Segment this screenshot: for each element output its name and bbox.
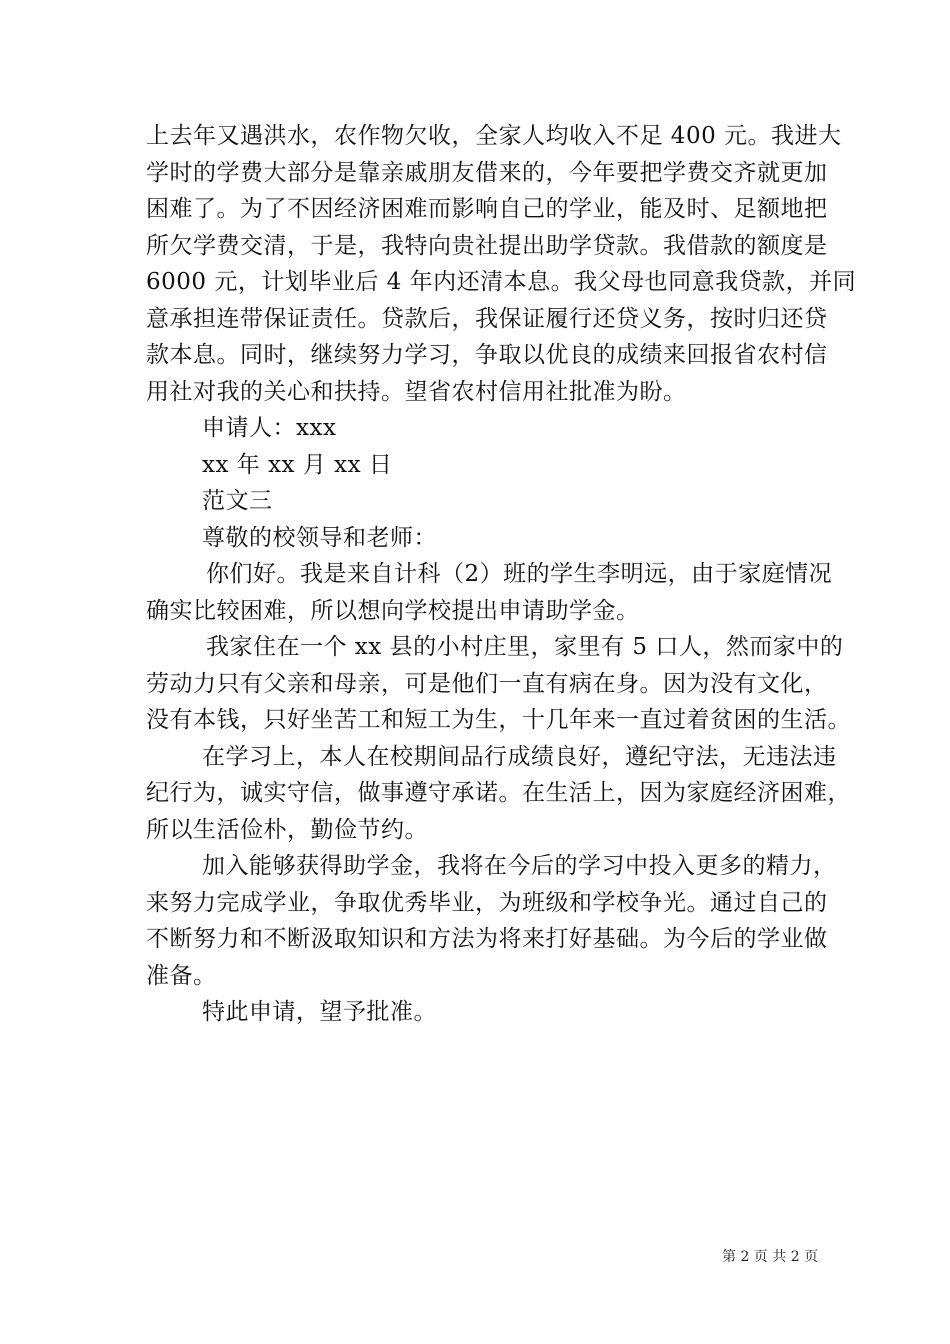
text-line: 所欠学费交清，于是，我特向贵社提出助学贷款。我借款的额度是 [146, 232, 828, 259]
salutation: 尊敬的校领导和老师： [202, 524, 437, 551]
text-line: 纪行为，诚实守信，做事遵守承诺。在生活上，因为家庭经济困难， [146, 780, 851, 806]
text-line: 款本息。同时，继续努力学习，争取以优良的成绩来回报省农村信 [146, 342, 828, 368]
text-line: 6000 元，计划毕业后 4 年内还清本息。我父母也同意我贷款，并同 [146, 269, 857, 295]
text-line: 学时的学费大部分是靠亲戚朋友借来的，今年要把学费交齐就更加 [146, 159, 828, 186]
text-line: 所以生活俭朴，勤俭节约。 [146, 816, 428, 843]
text-line: 不断努力和不断汲取知识和方法为将来打好基础。为今后的学业做 [146, 926, 828, 952]
applicant-line: 申请人：xxx [202, 415, 337, 441]
text-line: 意承担连带保证责任。贷款后，我保证履行还贷义务，按时归还贷 [146, 305, 828, 332]
text-line: 用社对我的关心和扶持。望省农村信用社批准为盼。 [146, 378, 687, 405]
text-line: 劳动力只有父亲和母亲，可是他们一直有病在身。因为没有文化， [146, 670, 828, 697]
text-line: 来努力完成学业，争取优秀毕业，为班级和学校争光。通过自己的 [146, 889, 828, 916]
section-heading: 范文三 [202, 488, 273, 514]
text-line: 没有本钱，只好坐苦工和短工为生，十几年来一直过着贫困的生活。 [146, 707, 851, 733]
text-line: 在学习上，本人在校期间品行成绩良好，遵纪守法，无违法违 [202, 743, 837, 770]
date-line: xx 年 xx 月 xx 日 [202, 451, 393, 478]
closing-line: 特此申请，望予批准。 [202, 999, 437, 1025]
text-line: 准备。 [146, 962, 217, 989]
page-number: 第 2 页 共 2 页 [722, 1249, 819, 1265]
text-line: 确实比较困难，所以想向学校提出申请助学金。 [146, 597, 640, 624]
text-line: 上去年又遇洪水，农作物欠收，全家人均收入不足 400 元。我进大 [146, 123, 842, 149]
text-line: 困难了。为了不因经济困难而影响自己的学业，能及时、足额地把 [146, 196, 828, 222]
text-line: 加入能够获得助学金，我将在今后的学习中投入更多的精力， [202, 853, 837, 879]
text-line: 我家住在一个 xx 县的小村庄里，家里有 5 口人，然而家中的 [206, 634, 844, 660]
text-line: 你们好。我是来自计科（2）班的学生李明远，由于家庭情况 [206, 561, 833, 587]
document-body [146, 118, 857, 1031]
